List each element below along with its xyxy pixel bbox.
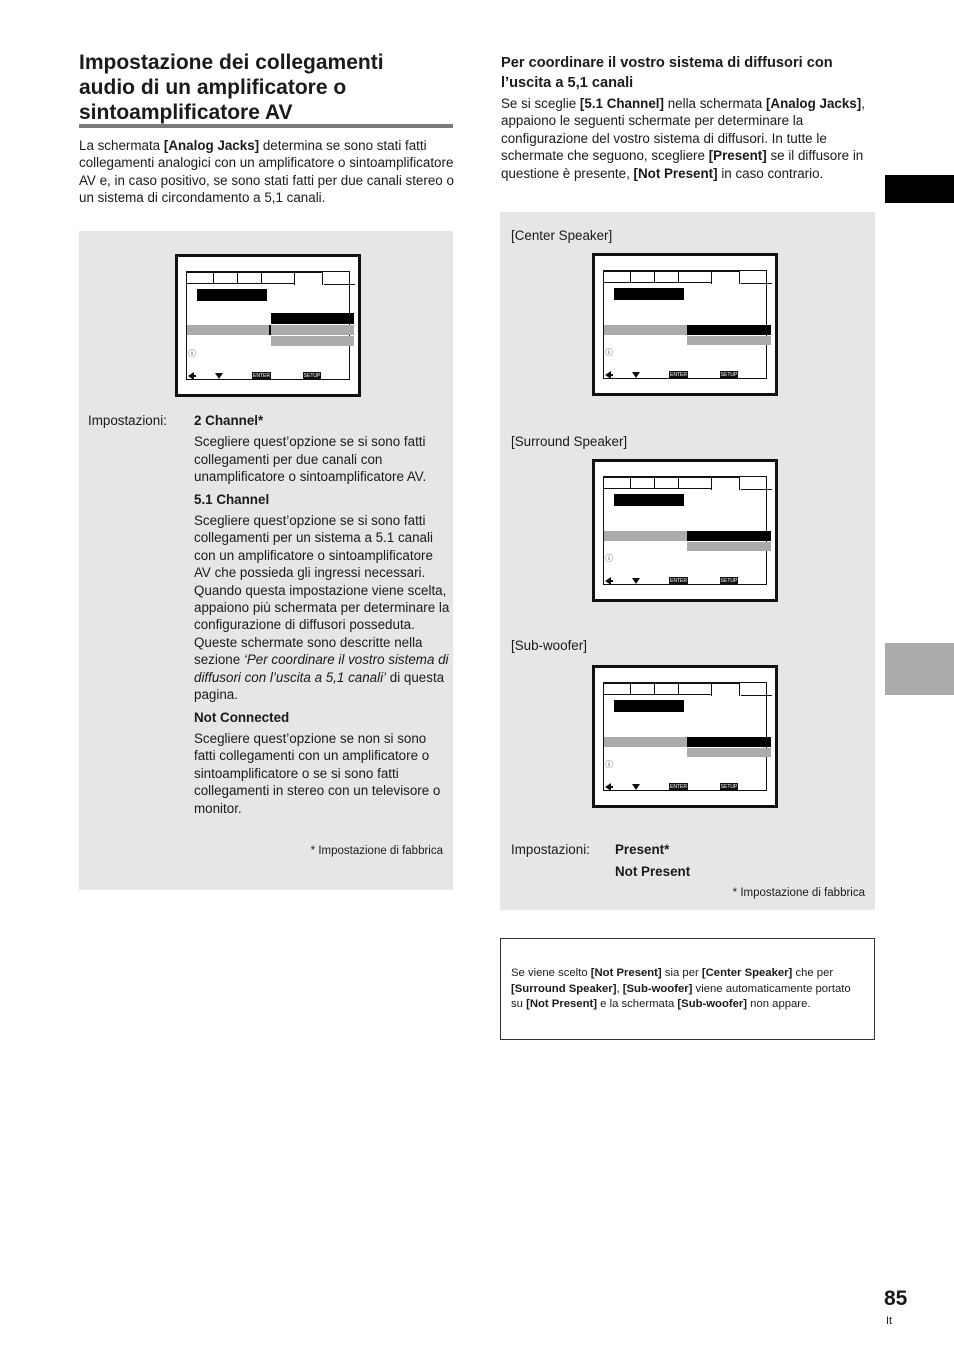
screen-display [603, 476, 767, 585]
settings-label: Impostazioni: [88, 413, 167, 428]
down-arrow-icon [632, 578, 640, 584]
enter-button-icon: ENTER [253, 373, 270, 379]
enter-button-icon: ENTER [670, 784, 687, 790]
center-speaker-screen [592, 253, 778, 396]
setup-button-icon: SETUP [720, 784, 738, 790]
option-name: 2 Channel* [194, 413, 264, 428]
down-arrow-icon [632, 372, 640, 378]
option-desc: Scegliere quest’opzione se non si sono fatti collegamenti con un amplificatore o sintoamplificatore o se si sono fatti collegamenti in stereo con un televisore o monitor. [194, 730, 441, 816]
right-intro: Se si sceglie [5.1 Channel] nella schermata [Analog Jacks], appaiono le seguenti schermate per determinare la configurazione del vostro sistema di diffusori. In tutte le schermate che seguono, scegliere [Present] se il diffusore in questione è presente, [Not Present] in caso contrario. [501, 96, 865, 181]
left-title [79, 50, 459, 125]
option-name: Not Connected [194, 709, 290, 725]
analog-jacks-screen [175, 254, 361, 397]
setup-button-icon: SETUP [303, 373, 321, 379]
page-number: 85 [884, 1287, 908, 1310]
screen-display [603, 682, 767, 791]
info-icon: ⓘ [605, 348, 613, 357]
enter-button-icon: ENTER [670, 372, 687, 378]
right-heading [501, 53, 891, 93]
note-text: Se viene scelto [Not Present] sia per [Center Speaker] che per [Surround Speaker], [Sub-woofer] viene automaticamente portato su [Not Present] e la schermata [Sub-woofer] non appare. [511, 967, 851, 1011]
heading-line: l’uscita a 5,1 canali [501, 75, 634, 91]
chapter-tab-marker [885, 175, 954, 203]
heading-line: Per coordinare il vostro sistema di diffusori con [501, 55, 833, 71]
option-name: Present* [615, 842, 670, 857]
option-name: 5.1 Channel [194, 491, 270, 507]
screen-tabs [604, 683, 740, 696]
screen-label: [Surround Speaker] [511, 434, 628, 449]
down-arrow-icon [632, 784, 640, 790]
note-box [500, 938, 875, 1040]
screen-display [186, 271, 350, 380]
right-options [615, 841, 815, 880]
left-footnote: * Impostazione di fabbrica [310, 845, 443, 857]
screen-label: [Sub-woofer] [511, 638, 587, 653]
left-intro: La schermata [Analog Jacks] determina se sono stati fatti collegamenti analogici con un amplificatore o sintoamplificatore AV e, in caso positivo, se sono stati fatti per due canali stereo o un sistema di circondamento a 5,1 canali. [79, 138, 454, 206]
option-desc: Scegliere quest’opzione se si sono fatti collegamenti per due canali con unamplificatore o sintoamplificatore AV. [194, 434, 427, 485]
title-line: Impostazione dei collegamenti [79, 51, 384, 74]
surround-speaker-screen [592, 459, 778, 602]
down-arrow-icon [215, 373, 223, 379]
option-desc: Scegliere quest’opzione se si sono fatti collegamenti per un sistema a 5.1 canali con un amplificatore o sintoamplificatore AV che possieda gli ingressi necessari. Quando questa impostazione viene scelta, appaiono più schermata per determinare la configurazione di diffusori posseduta. Queste schermate sono descritte nella sezione ‘Per coordinare il vostro sistema di diffusori con l’uscita a 5,1 canali’ di questa pagina. [194, 513, 450, 703]
title-rule [79, 124, 453, 128]
setup-button-icon: SETUP [720, 578, 738, 584]
title-line: audio di un amplificatore o [79, 76, 347, 99]
section-tab-marker [885, 643, 954, 695]
screen-tabs [604, 477, 740, 490]
info-icon: ⓘ [188, 349, 196, 358]
setup-button-icon: SETUP [720, 372, 738, 378]
right-footnote: * Impostazione di fabbrica [732, 887, 865, 899]
title-line: sintoamplificatore AV [79, 101, 293, 124]
settings-label: Impostazioni: [511, 842, 590, 857]
screen-label: [Center Speaker] [511, 228, 613, 243]
page-language: It [886, 1315, 893, 1327]
screen-tabs [604, 271, 740, 284]
left-options [194, 412, 450, 817]
screen-tabs [187, 272, 323, 285]
info-icon: ⓘ [605, 760, 613, 769]
enter-button-icon: ENTER [670, 578, 687, 584]
info-icon: ⓘ [605, 554, 613, 563]
screen-display [603, 270, 767, 379]
option-name: Not Present [615, 863, 691, 879]
sub-woofer-screen [592, 665, 778, 808]
